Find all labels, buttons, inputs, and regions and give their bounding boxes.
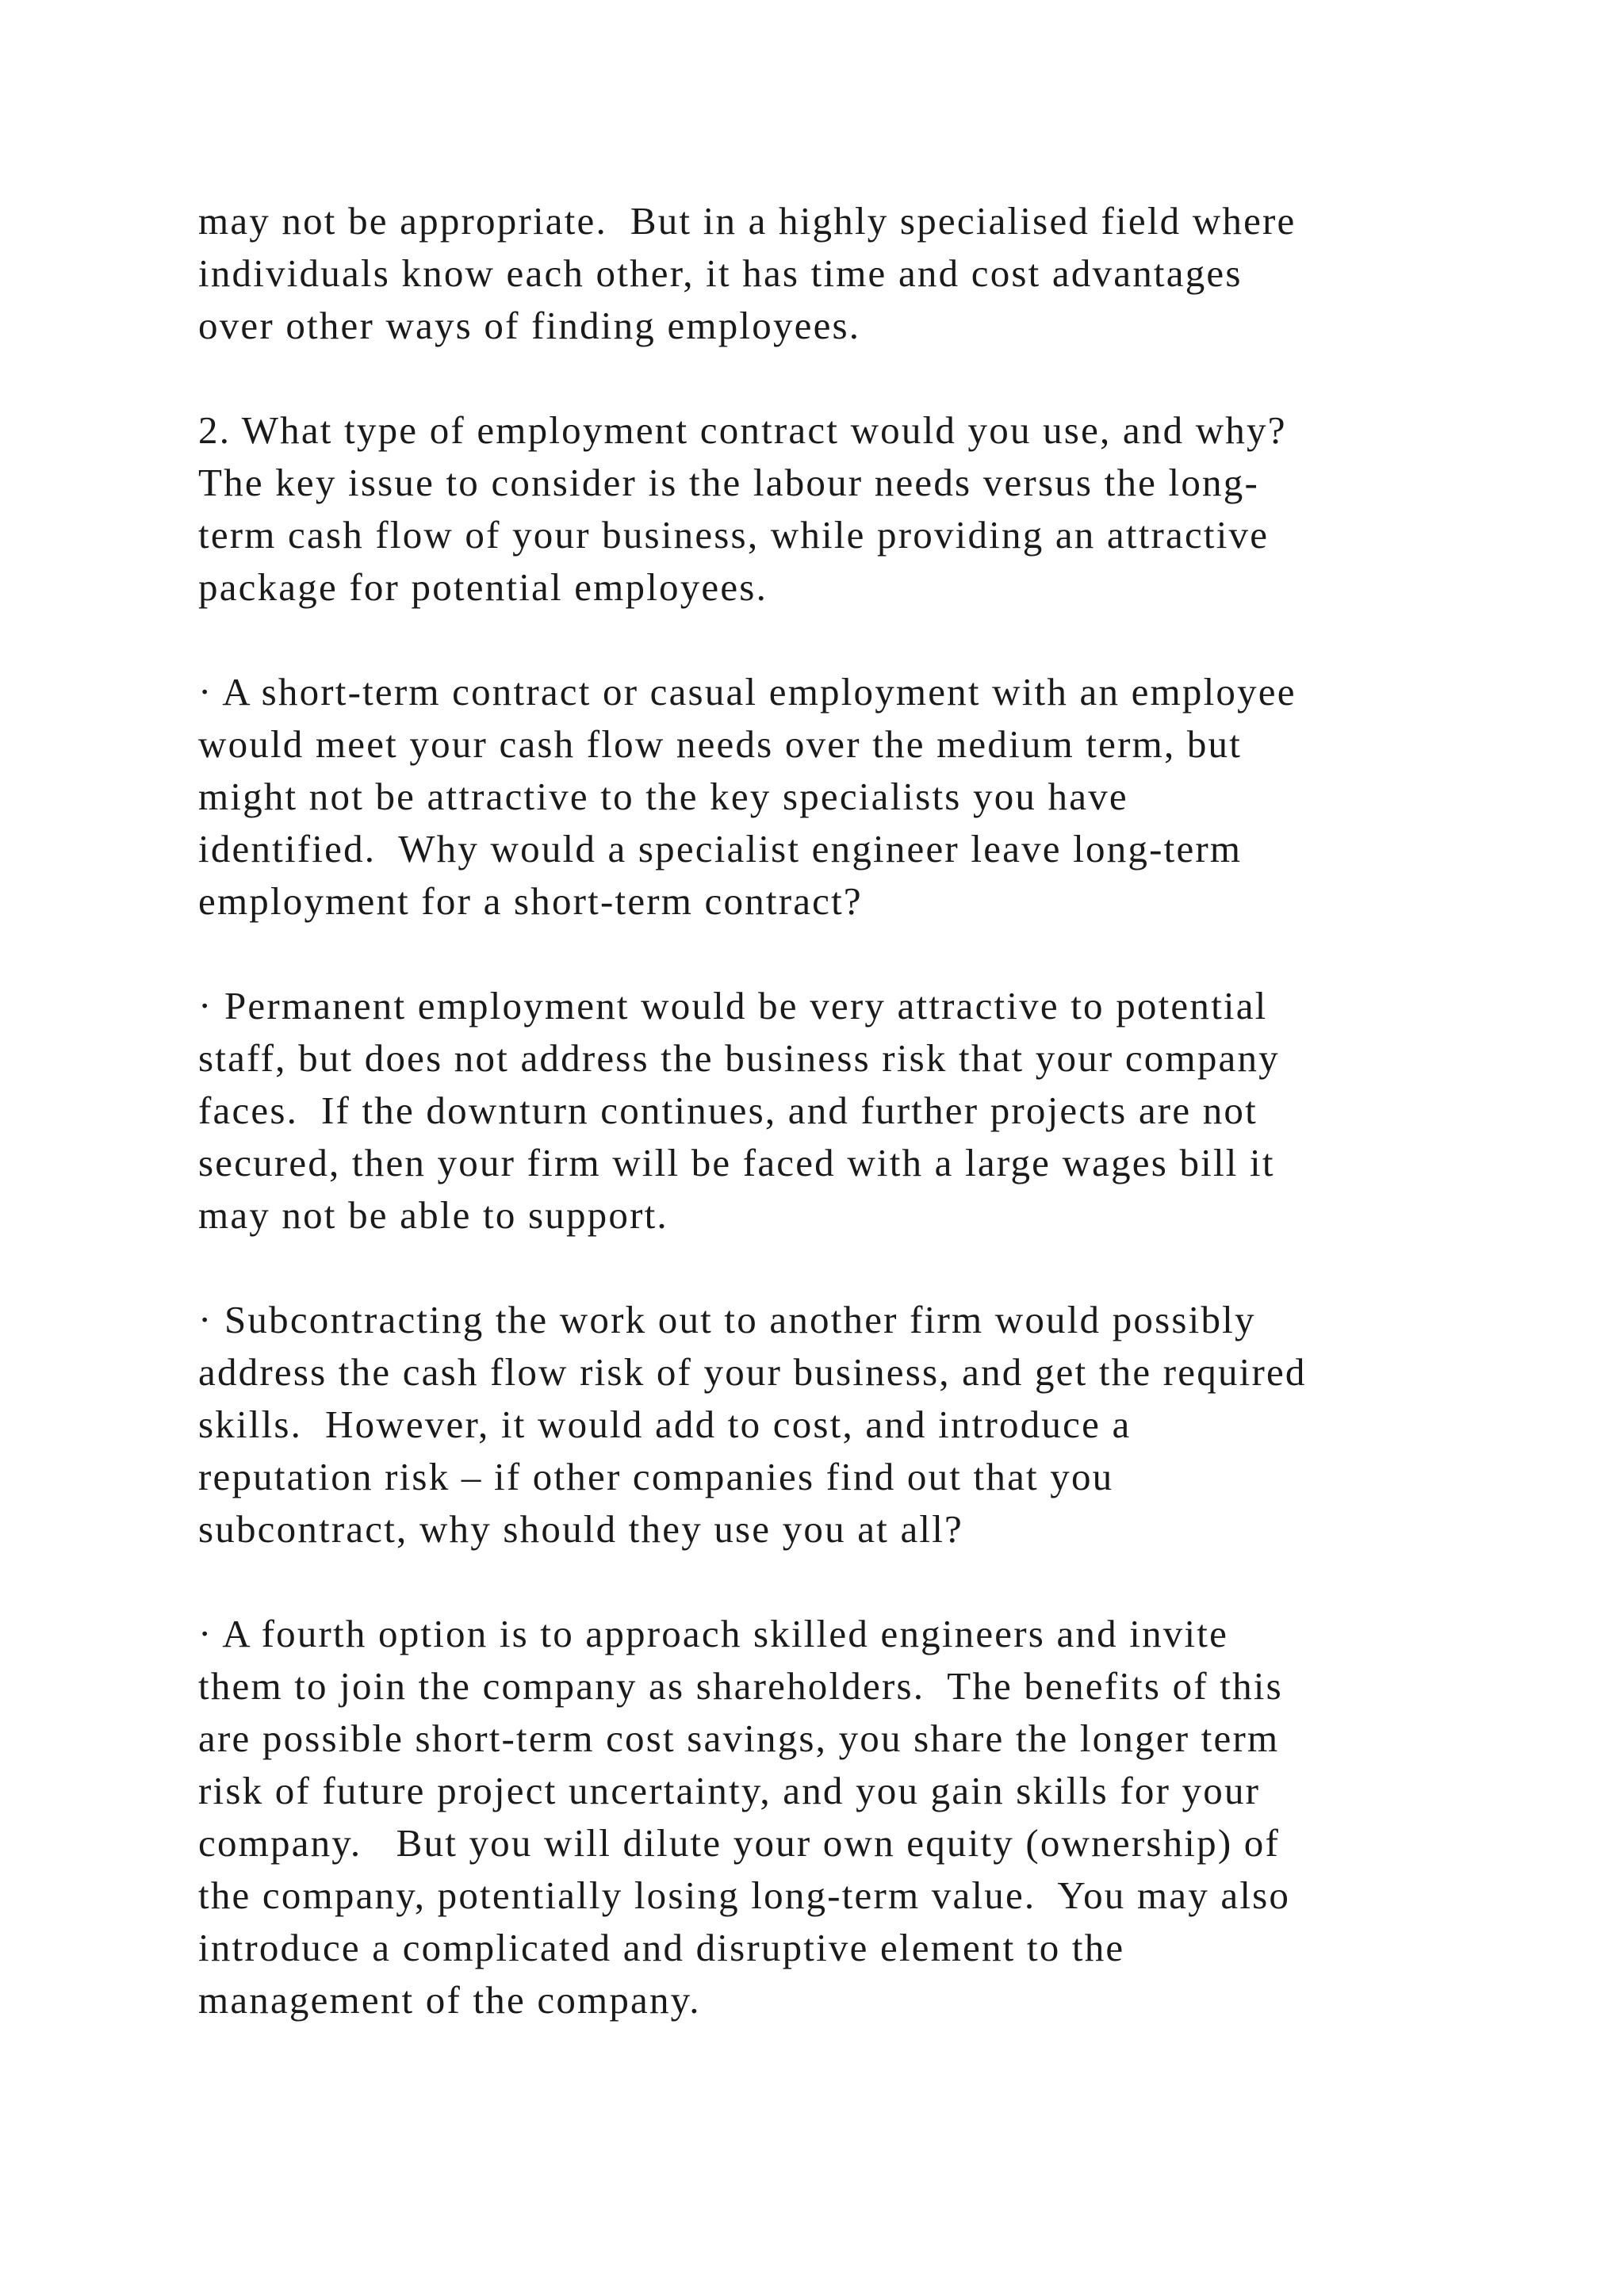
bullet-subcontracting xyxy=(198,1294,1483,1556)
paragraph-question-2 xyxy=(198,404,1483,614)
text-line: subcontract, why should they use you at all? xyxy=(198,1507,963,1551)
text-line: are possible short-term cost savings, you share the longer term xyxy=(198,1716,1280,1760)
text-line: identified. Why would a specialist engineer leave long-term xyxy=(198,827,1243,871)
text-line: the company, potentially losing long-term value. You may also xyxy=(198,1873,1291,1917)
text-line: may not be able to support. xyxy=(198,1193,668,1237)
text-line: term cash flow of your business, while providing an attractive xyxy=(198,513,1270,557)
text-line: faces. If the downturn continues, and further projects are not xyxy=(198,1089,1258,1132)
text-line: introduce a complicated and disruptive element to the xyxy=(198,1926,1125,1969)
text-line: over other ways of finding employees. xyxy=(198,304,861,347)
text-line: · A fourth option is to approach skilled engineers and invite xyxy=(198,1612,1229,1655)
text-line: them to join the company as shareholders. The benefits of this xyxy=(198,1664,1283,1708)
text-line: staff, but does not address the business risk that your company xyxy=(198,1036,1280,1080)
text-line: risk of future project uncertainty, and you gain skills for your xyxy=(198,1769,1261,1812)
text-line: would meet your cash flow needs over the medium term, but xyxy=(198,722,1243,766)
text-line: company. But you will dilute your own equity (ownership) of xyxy=(198,1821,1281,1865)
text-line: may not be appropriate. But in a highly specialised field where xyxy=(198,199,1297,243)
bullet-permanent-employment xyxy=(198,980,1483,1242)
paragraph-recruitment-conclusion xyxy=(198,195,1483,352)
text-line: individuals know each other, it has time and cost advantages xyxy=(198,251,1243,295)
text-line: package for potential employees. xyxy=(198,565,768,609)
text-line: management of the company. xyxy=(198,1978,701,2022)
bullet-shareholders-option xyxy=(198,1608,1483,2026)
text-line: secured, then your firm will be faced with a large wages bill it xyxy=(198,1141,1275,1184)
text-line: might not be attractive to the key specialists you have xyxy=(198,775,1128,818)
document-body xyxy=(198,195,1483,2079)
bullet-short-term-contract xyxy=(198,666,1483,928)
text-line: address the cash flow risk of your business, and get the required xyxy=(198,1350,1307,1394)
text-line: · A short-term contract or casual employment with an employee xyxy=(198,670,1297,714)
text-line: · Permanent employment would be very attractive to potential xyxy=(198,984,1268,1027)
text-line: reputation risk – if other companies find out that you xyxy=(198,1455,1114,1498)
text-line: skills. However, it would add to cost, and introduce a xyxy=(198,1402,1132,1446)
text-line: The key issue to consider is the labour needs versus the long- xyxy=(198,461,1259,504)
text-line: 2. What type of employment contract would you use, and why? xyxy=(198,408,1287,452)
text-line: · Subcontracting the work out to another firm would possibly xyxy=(198,1298,1256,1341)
text-line: employment for a short-term contract? xyxy=(198,879,863,923)
